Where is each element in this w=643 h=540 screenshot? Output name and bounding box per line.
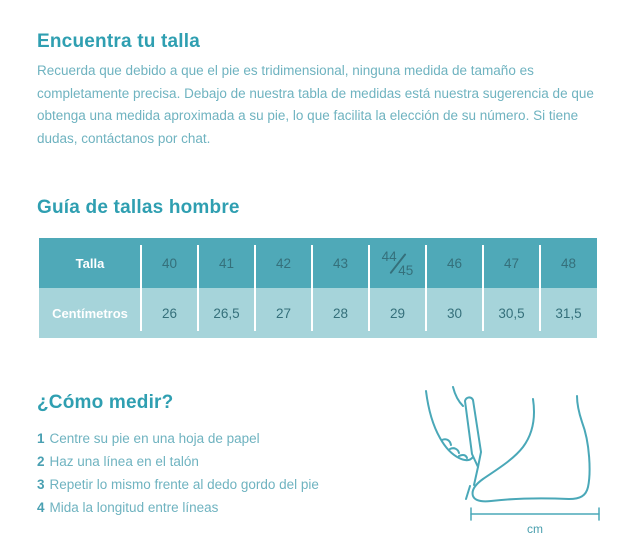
column-divider [368,245,370,331]
step-item [37,473,397,496]
column-divider [425,245,427,331]
cm-cell: 31,5 [555,305,582,321]
split-size [381,248,415,278]
size-guide-title: Guía de tallas hombre [37,197,240,218]
cm-cell: 26 [161,305,178,321]
size-cell: 42 [275,255,292,271]
step-number: 1 [37,431,45,446]
intro-paragraph: Recuerda que debido a que el pie es tridimensional, ninguna medida de tamaño es completamente precisa. Debajo de nuestra tabla de medidas está nuestra sugerencia de que obtenga una medida aproximada a su pie, lo que facilita la elección de su número. Si tiene dudas, contáctanos por chat. [37,63,594,146]
hand-outline [453,387,463,406]
cm-cell: 29 [389,305,406,321]
column-divider [197,245,199,331]
step-item [37,496,397,519]
intro-title: Encuentra tu talla [37,31,201,52]
step-item [37,427,397,450]
cm-row-label: Centímetros [52,305,128,321]
step-text: Repetir lo mismo frente al dedo gordo del pie [49,477,319,492]
cm-cell: 28 [332,305,349,321]
size-cell: 46 [446,255,463,271]
pencil-mark [466,486,470,499]
column-divider [482,245,484,331]
size-cell-44-45 [369,238,426,288]
size-cell: 41 [218,255,235,271]
how-to-title: ¿Cómo medir? [37,392,174,413]
step-item [37,450,397,473]
size-cell: 48 [560,255,577,271]
step-number: 3 [37,477,45,492]
size-row [39,238,597,288]
column-divider [539,245,541,331]
step-text: Mida la longitud entre líneas [49,500,219,515]
step-text: Centre su pie en una hoja de papel [49,431,260,446]
how-to-steps [37,427,397,519]
foot-outline [473,396,590,501]
size-cell: 47 [503,255,520,271]
size-row-label: Talla [75,255,105,271]
size-table [39,238,597,338]
size-cell: 43 [332,255,349,271]
cm-label: cm [527,522,543,536]
foot-measure-illustration [419,386,631,538]
split-size-top: 44 [381,248,397,264]
cm-row [39,288,597,338]
column-divider [311,245,313,331]
column-divider [254,245,256,331]
split-size-bottom: 45 [398,262,414,278]
step-number: 2 [37,454,45,469]
cm-cell: 30 [446,305,463,321]
step-text: Haz una línea en el talón [49,454,199,469]
cm-cell: 30,5 [498,305,525,321]
column-divider [140,245,142,331]
size-cell: 40 [161,255,178,271]
cm-cell: 27 [275,305,292,321]
step-number: 4 [37,500,45,515]
cm-cell: 26,5 [213,305,240,321]
